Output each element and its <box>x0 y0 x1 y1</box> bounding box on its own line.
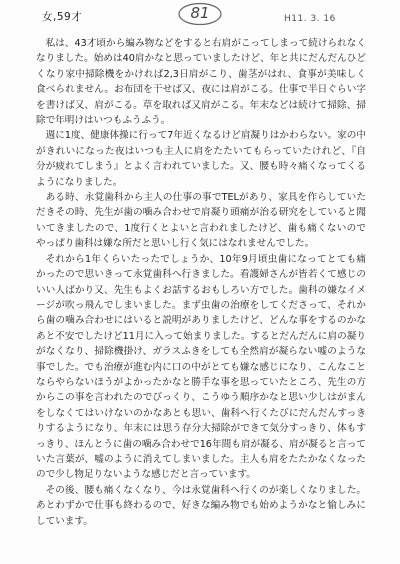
paragraph: それから1年くらいたったでしょうか、10年9月頃虫歯になってとても痛かったので思いきって永覚歯科へ行きました。看護婦さんが皆若くて感じのいい人ばかり又、先生もよくお話するおもしろい方でした。歯科の嫌なイメージが吹っ飛んでしまいました。まず虫歯の治療をしてくださって、それから歯の噛み合わせにはいると説明がありましたけど、どんな事をするのかなあと不安でしたけど11月に入って始まりました。するとだんだんに肩の凝りがなくなり、掃除機掛け、ガラスふきをしても全然肩が凝らない嘘のような事でした。でも治療が進む内に口の中がとても嫌な感じになり、こんなことならやらないほうがよかったかなと勝手な事を思っていたところ、先生の方からこの事を言われたのでびっくり、こうゆう順序かなと思い少しはがまんをしなくてはいけないのかなあとも思い、歯科へ行くたびにだんだんすっきりするようになり、年末には思う存分大掃除ができて気分すっきり、体もすっきり、ほんとうに歯の噛み合わせで16年間も肩が凝る、肩が凝ると言っていた言葉が、嘘のように消えてしまいました。主人も肩をたたかなくなったので少し物足りないような感じだと言っています。 <box>36 253 366 481</box>
paragraph: 週に1度、健康体操に行って7年近くなるけど肩凝りはかわらない。家の中がきれいになった夜はいつも主人に肩をたたいてもらっていたけれど、『自分が疲れてしまう』とよく言われていました。又、腰も時々痛くなってくるようになりました。 <box>36 130 366 188</box>
paragraph: その後、腰も痛くなくなり、今は永覚歯科へ行くのが楽しくなりました。あとわずかで仕事も終わるので、好きな編み物でも始めようかなと愉しみにしています。 <box>36 484 366 527</box>
paragraph: ある時、永覚歯科から主人の仕事の事でTELがあり、家具を作らしていただきその時、先生が歯の噛み合わせで肩凝り頭痛が治る研究をしていると聞いてきましたので、1度行くとよいと言われましたけど、歯も痛くないのでやっぱり歯科は嫌な所だと思いし行く気にはなれませんでした。 <box>36 192 366 250</box>
page-number: 81 <box>190 4 210 22</box>
page-number-circle <box>176 2 224 26</box>
date-stamp: H11. 3. 16 <box>284 14 336 24</box>
paragraph: 私は、43才頃から編み物などをすると右肩がこってしまって続けられなくなりました。始めは40肩かなと思っていましたけど、年と共にだんだんひどくなり家中掃除機をかければ2,3日肩がこり、歯茎がはれ、食事が美味しく食べられません。お布団を干せば又、夜には肩がこる。仕事で半日ぐらい字を書けば又、肩がこる。草を取れば又肩がこる。年末などは続けて掃除、掃除で年明けはいつもふうふう。 <box>36 38 366 127</box>
patient-info: 女,59才 <box>42 11 83 23</box>
letter-body <box>36 36 366 529</box>
